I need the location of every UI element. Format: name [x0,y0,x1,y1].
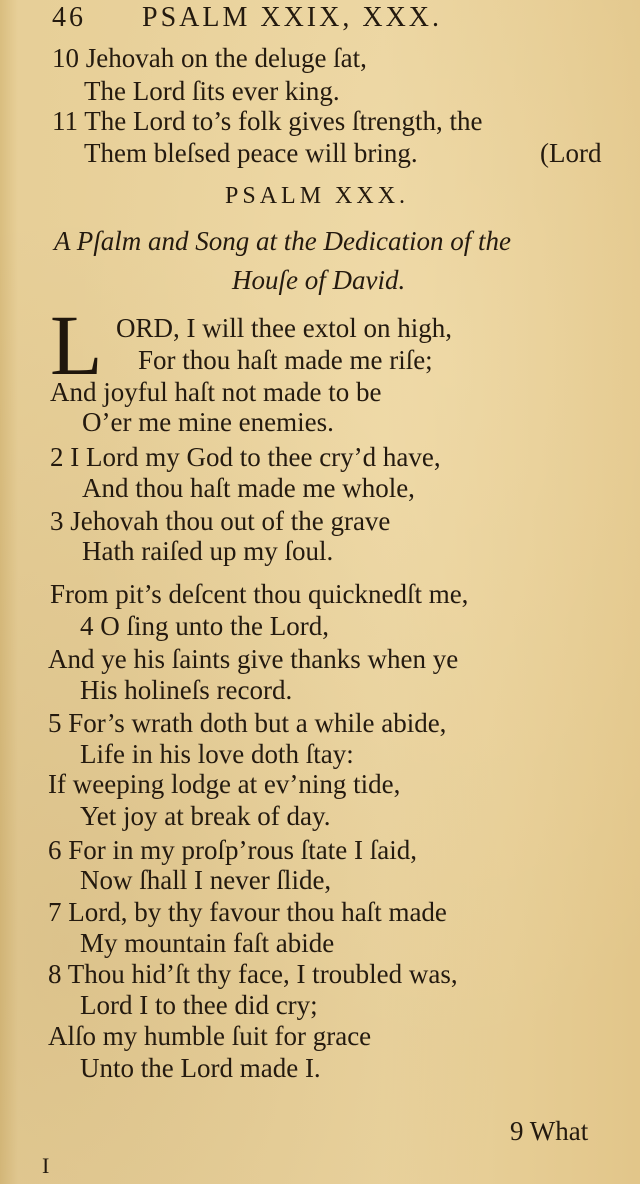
verse-line: 6 For in my proſp’rous ſtate I ſaid, [48,835,417,865]
verse-line: Now ſhall I never ſlide, [80,865,332,895]
running-title: PSALM XXIX, XXX. [142,2,443,33]
verse-line: 7 Lord, by thy favour thou haſt made [48,897,447,927]
verse-line: Alſo my humble ſuit for grace [48,1021,372,1051]
drop-cap: L [50,297,103,393]
verse-line: 5 For’s wrath doth but a while abide, [48,708,447,738]
verse-line: 4 O ſing unto the Lord, [80,611,329,641]
verse-line: The Lord ſits ever king. [84,76,340,106]
verse-line: His holineſs record. [80,675,293,705]
verse-line: Hath raiſed up my ſoul. [82,536,334,566]
verse-line: For thou haſt made me riſe; [138,345,433,375]
turnover-word: (Lord [540,138,602,168]
verse-line: 10 Jehovah on the deluge ſat, [52,43,367,73]
verse-line: 3 Jehovah thou out of the grave [50,506,391,536]
verse-line: My mountain faſt abide [80,928,335,958]
verse-line: From pit’s deſcent thou quicknedſt me, [50,579,469,609]
verse-line: 8 Thou hid’ſt thy face, I troubled was, [48,959,458,989]
verse-line: Yet joy at break of day. [80,801,331,831]
verse-line: 2 I Lord my God to thee cry’d have, [50,442,441,472]
signature-mark: I [42,1153,50,1178]
verse-line: Unto the Lord made I. [80,1053,321,1083]
verse-line: And joyful haſt not made to be [50,377,382,407]
verse-line: Life in his love doth ſtay: [80,739,354,769]
verse-line: O’er me mine enemies. [82,407,334,437]
catchword: 9 What [510,1116,589,1146]
psalm-subtitle: A Pſalm and Song at the Dedication of the [54,226,511,256]
psalm-title: PSALM XXX. [225,183,410,209]
verse-line: Lord I to thee did cry; [80,990,318,1020]
verse-line: 11 The Lord to’s folk gives ſtrength, the [52,106,483,136]
verse-line: Them bleſsed peace will bring. [84,138,418,168]
verse-line: And thou haſt made me whole, [82,473,415,503]
verse-line: And ye his ſaints give thanks when ye [48,644,459,674]
page-number: 46 [52,2,86,33]
verse-line: ORD, I will thee extol on high, [116,313,452,343]
verse-line: If weeping lodge at ev’ning tide, [48,769,401,799]
psalm-subtitle: Houſe of David. [232,265,406,295]
